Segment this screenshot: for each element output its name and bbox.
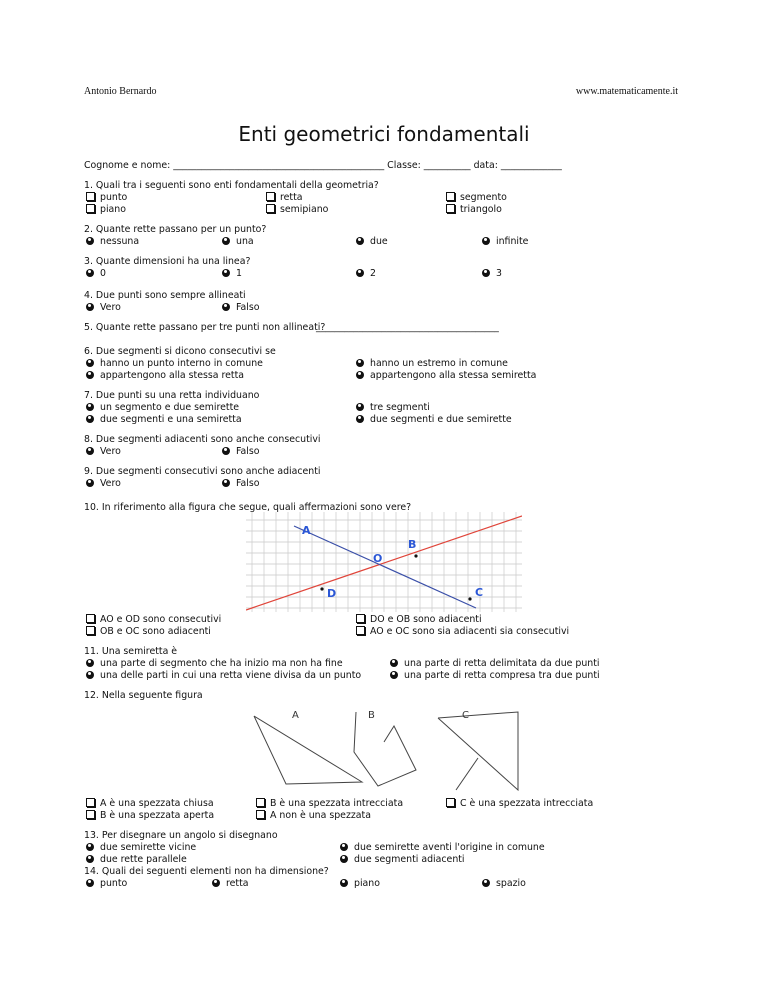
checkbox-icon [446, 798, 455, 807]
polyline-figure [246, 706, 526, 792]
q3-option-2[interactable]: 2 [354, 268, 376, 280]
q13-option-d[interactable]: due segmenti adiacenti [338, 854, 465, 866]
checkbox-icon [86, 626, 95, 635]
q13-option-b[interactable]: due rette parallele [84, 854, 187, 866]
radio-icon [86, 415, 94, 423]
label-c: C [462, 710, 469, 721]
student-info-line: Cognome e nome: _____________________________________________ Classe: __________ data: _____________ [84, 160, 562, 171]
q12-option-a[interactable]: A è una spezzata chiusa [84, 798, 214, 810]
page-title: Enti geometrici fondamentali [238, 122, 530, 146]
radio-icon [340, 879, 348, 887]
radio-icon [86, 359, 94, 367]
q11-option-d[interactable]: una parte di retta compresa tra due punti [388, 670, 600, 682]
q14-option-spazio[interactable]: spazio [480, 878, 526, 890]
label-o: O [373, 552, 383, 565]
radio-icon [356, 371, 364, 379]
radio-icon [86, 671, 94, 679]
checkbox-icon [86, 614, 95, 623]
q6-option-b[interactable]: appartengono alla stessa retta [84, 370, 244, 382]
checkbox-icon [86, 798, 95, 807]
q11-option-b[interactable]: una delle parti in cui una retta viene divisa da un punto [84, 670, 361, 682]
q12-option-e[interactable]: C è una spezzata intrecciata [444, 798, 593, 810]
radio-icon [86, 843, 94, 851]
q14-option-punto[interactable]: punto [84, 878, 127, 890]
q14-option-piano[interactable]: piano [338, 878, 380, 890]
q11-option-c[interactable]: una parte di retta delimitata da due punti [388, 658, 600, 670]
radio-icon [222, 447, 230, 455]
question-6: 6. Due segmenti si dicono consecutivi se [84, 346, 276, 357]
q7-option-a[interactable]: un segmento e due semirette [84, 402, 239, 414]
radio-icon [86, 237, 94, 245]
q2-option-nessuna[interactable]: nessuna [84, 236, 139, 248]
q5-answer-line[interactable]: _______________________________________ [316, 322, 499, 333]
q10-option-b[interactable]: OB e OC sono adiacenti [84, 626, 211, 638]
label-b: B [368, 710, 375, 721]
q2-option-due[interactable]: due [354, 236, 388, 248]
checkbox-icon [266, 204, 275, 213]
label-a: A [302, 524, 311, 537]
q1-option-retta[interactable]: retta [264, 192, 303, 204]
radio-icon [86, 269, 94, 277]
label-d: D [327, 587, 337, 600]
radio-icon [86, 659, 94, 667]
lines-figure [246, 512, 522, 612]
q6-option-d[interactable]: appartengono alla stessa semiretta [354, 370, 536, 382]
q4-option-vero[interactable]: Vero [84, 302, 121, 314]
website-url: www.matematicamente.it [575, 86, 678, 97]
radio-icon [222, 237, 230, 245]
q1-option-punto[interactable]: punto [84, 192, 127, 204]
question-14: 14. Quali dei seguenti elementi non ha dimensione? [84, 866, 329, 877]
q1-option-segmento[interactable]: segmento [444, 192, 507, 204]
radio-icon [222, 269, 230, 277]
radio-icon [390, 659, 398, 667]
question-2: 2. Quante rette passano per un punto? [84, 224, 267, 235]
q4-option-falso[interactable]: Falso [220, 302, 260, 314]
q2-option-una[interactable]: una [220, 236, 254, 248]
question-3: 3. Quante dimensioni ha una linea? [84, 256, 251, 267]
radio-icon [222, 303, 230, 311]
q12-option-d[interactable]: A non è una spezzata [254, 810, 371, 822]
blue-line [294, 526, 476, 608]
label-a: A [292, 710, 299, 721]
checkbox-icon [86, 192, 95, 201]
polyline-b [354, 712, 416, 786]
radio-icon [390, 671, 398, 679]
question-1: 1. Quali tra i seguenti sono enti fondamentali della geometria? [84, 180, 379, 191]
checkbox-icon [356, 614, 365, 623]
point-d [320, 587, 323, 590]
checkbox-icon [266, 192, 275, 201]
q7-option-c[interactable]: tre segmenti [354, 402, 430, 414]
q12-option-c[interactable]: B è una spezzata intrecciata [254, 798, 403, 810]
radio-icon [482, 879, 490, 887]
radio-icon [86, 855, 94, 863]
radio-icon [86, 303, 94, 311]
radio-icon [482, 269, 490, 277]
q9-option-falso[interactable]: Falso [220, 478, 260, 490]
q8-option-falso[interactable]: Falso [220, 446, 260, 458]
q9-option-vero[interactable]: Vero [84, 478, 121, 490]
radio-icon [340, 855, 348, 863]
q3-option-1[interactable]: 1 [220, 268, 242, 280]
radio-icon [86, 879, 94, 887]
radio-icon [86, 371, 94, 379]
polyline-a [254, 716, 362, 784]
q6-option-c[interactable]: hanno un estremo in comune [354, 358, 508, 370]
question-10: 10. In riferimento alla figura che segue, quali affermazioni sono vere? [84, 502, 412, 513]
checkbox-icon [86, 810, 95, 819]
q3-option-0[interactable]: 0 [84, 268, 106, 280]
radio-icon [86, 403, 94, 411]
checkbox-icon [446, 204, 455, 213]
checkbox-icon [86, 204, 95, 213]
question-12: 12. Nella seguente figura [84, 690, 203, 701]
radio-icon [356, 403, 364, 411]
q7-option-d[interactable]: due segmenti e due semirette [354, 414, 512, 426]
question-7: 7. Due punti su una retta individuano [84, 390, 260, 401]
q3-option-3[interactable]: 3 [480, 268, 502, 280]
q1-option-semipiano[interactable]: semipiano [264, 204, 328, 216]
q7-option-b[interactable]: due segmenti e una semiretta [84, 414, 242, 426]
radio-icon [356, 415, 364, 423]
q6-option-a[interactable]: hanno un punto interno in comune [84, 358, 263, 370]
radio-icon [86, 447, 94, 455]
label-b: B [408, 538, 417, 551]
radio-icon [340, 843, 348, 851]
q10-option-a[interactable]: AO e OD sono consecutivi [84, 614, 221, 626]
checkbox-icon [356, 626, 365, 635]
label-c: C [475, 586, 484, 599]
radio-icon [356, 269, 364, 277]
point-c [468, 597, 471, 600]
question-11: 11. Una semiretta è [84, 646, 178, 657]
q1-option-piano[interactable]: piano [84, 204, 126, 216]
radio-icon [356, 237, 364, 245]
question-9: 9. Due segmenti consecutivi sono anche adiacenti [84, 466, 321, 477]
question-13: 13. Per disegnare un angolo si disegnano [84, 830, 278, 841]
q11-option-a[interactable]: una parte di segmento che ha inizio ma non ha fine [84, 658, 343, 670]
q13-option-c[interactable]: due semirette aventi l'origine in comune [338, 842, 545, 854]
q13-option-a[interactable]: due semirette vicine [84, 842, 196, 854]
q8-option-vero[interactable]: Vero [84, 446, 121, 458]
radio-icon [222, 479, 230, 487]
q10-option-c[interactable]: DO e OB sono adiacenti [354, 614, 482, 626]
q1-option-triangolo[interactable]: triangolo [444, 204, 502, 216]
q10-option-d[interactable]: AO e OC sono sia adiacenti sia consecutivi [354, 626, 569, 638]
point-b [414, 554, 417, 557]
q12-option-b[interactable]: B è una spezzata aperta [84, 810, 214, 822]
author-name: Antonio Bernardo [84, 86, 157, 97]
question-5: 5. Quante rette passano per tre punti non allineati? [84, 322, 326, 333]
radio-icon [482, 237, 490, 245]
checkbox-icon [446, 192, 455, 201]
question-4: 4. Due punti sono sempre allineati [84, 290, 246, 301]
q14-option-retta[interactable]: retta [210, 878, 249, 890]
radio-icon [356, 359, 364, 367]
checkbox-icon [256, 798, 265, 807]
q2-option-infinite[interactable]: infinite [480, 236, 528, 248]
radio-icon [212, 879, 220, 887]
checkbox-icon [256, 810, 265, 819]
question-8: 8. Due segmenti adiacenti sono anche consecutivi [84, 434, 321, 445]
radio-icon [86, 479, 94, 487]
polyline-c [438, 712, 518, 790]
